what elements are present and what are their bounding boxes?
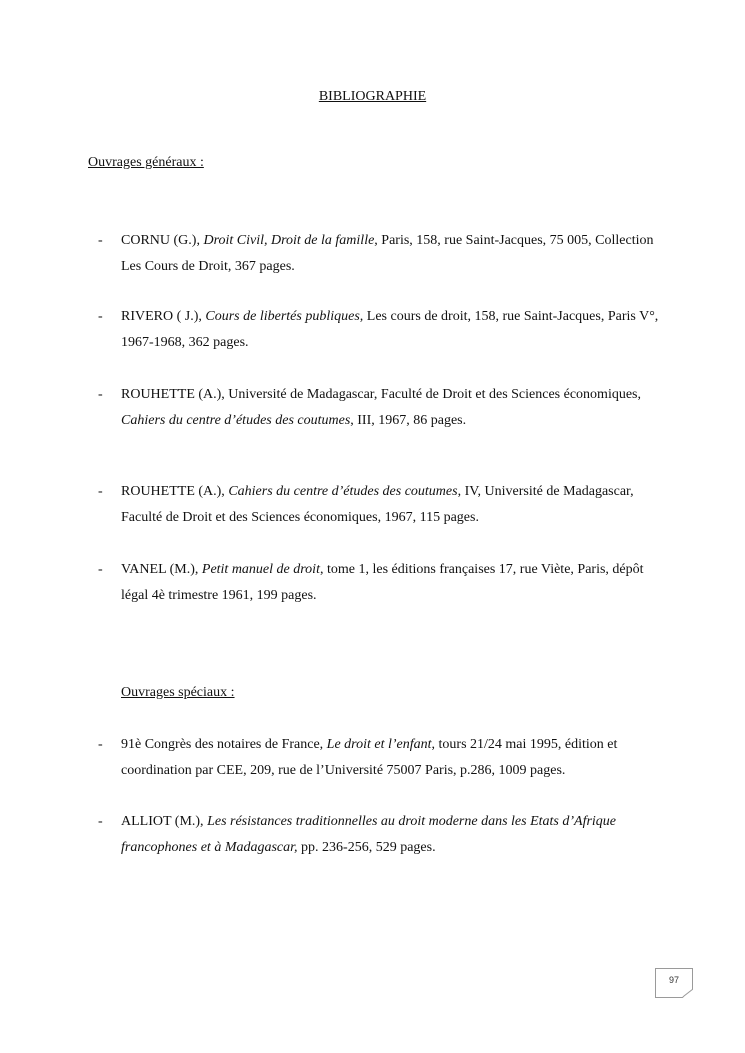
entry-title: Cours de libertés publiques, <box>205 309 364 324</box>
entry-bullet: - <box>98 484 103 499</box>
bibliography-entry <box>98 228 668 280</box>
entry-bullet: - <box>98 233 103 248</box>
entry-text: RIVERO ( J.), Cours de libertés publiques, Les cours de droit, 158, rue Saint-Jacques, Paris V°, 1967-1968, 362 pages. <box>121 309 659 350</box>
entry-title: Cahiers du centre d’études des coutumes <box>228 484 458 499</box>
entry-bullet: - <box>98 562 103 577</box>
bibliography-entry <box>98 732 668 784</box>
bibliography-entry <box>98 382 668 434</box>
entry-bullet: - <box>98 309 103 324</box>
entry-text: VANEL (M.), Petit manuel de droit, tome 1, les éditions françaises 17, rue Viète, Paris, dépôt légal 4è trimestre 1961, 199 pages. <box>121 562 644 603</box>
entry-text: CORNU (G.), Droit Civil, Droit de la famille, Paris, 158, rue Saint-Jacques, 75 005, Collection Les Cours de Droit, 367 pages. <box>121 233 654 274</box>
entry-bullet: - <box>98 814 103 829</box>
entry-text: ROUHETTE (A.), Université de Madagascar, Faculté de Droit et des Sciences économiques, Cahiers du centre d’études des coutumes, III, 1967, 86 pages. <box>121 387 641 428</box>
bibliography-entry <box>98 479 668 531</box>
page-number: 97 <box>668 975 679 985</box>
page-title: BIBLIOGRAPHIE <box>318 89 427 104</box>
bibliography-entry <box>98 557 668 609</box>
entry-title: Cahiers du centre d’études des coutumes <box>121 413 351 428</box>
entry-title: Droit Civil, Droit de la famille <box>203 233 375 248</box>
bibliography-entry <box>98 304 668 356</box>
entry-bullet: - <box>98 737 103 752</box>
entry-title: Le droit et l’enfant <box>326 737 432 752</box>
entry-text: ALLIOT (M.), Les résistances traditionnelles au droit moderne dans les Etats d’Afrique francophones et à Madagascar, pp. 236-256, 529 pages. <box>121 814 617 855</box>
entry-title: Petit manuel de droit <box>201 562 320 577</box>
bibliography-entry <box>98 809 668 861</box>
entry-text: 91è Congrès des notaires de France, Le droit et l’enfant, tours 21/24 mai 1995, édition et coordination par CEE, 209, rue de l’Université 75007 Paris, p.286, 1009 pages. <box>121 737 618 778</box>
page-curl-icon <box>682 989 693 998</box>
entry-text: ROUHETTE (A.), Cahiers du centre d’études des coutumes, IV, Université de Madagascar, Faculté de Droit et des Sciences économiques, 1967, 115 pages. <box>121 484 634 525</box>
section-heading-general: Ouvrages généraux : <box>88 155 204 170</box>
entry-bullet: - <box>98 387 103 402</box>
entry-title: Les résistances traditionnelles au droit moderne dans les Etats d’Afrique francophones et à Madagascar, <box>121 814 617 855</box>
page-number-box <box>655 968 693 998</box>
section-heading-special: Ouvrages spéciaux : <box>121 685 235 700</box>
